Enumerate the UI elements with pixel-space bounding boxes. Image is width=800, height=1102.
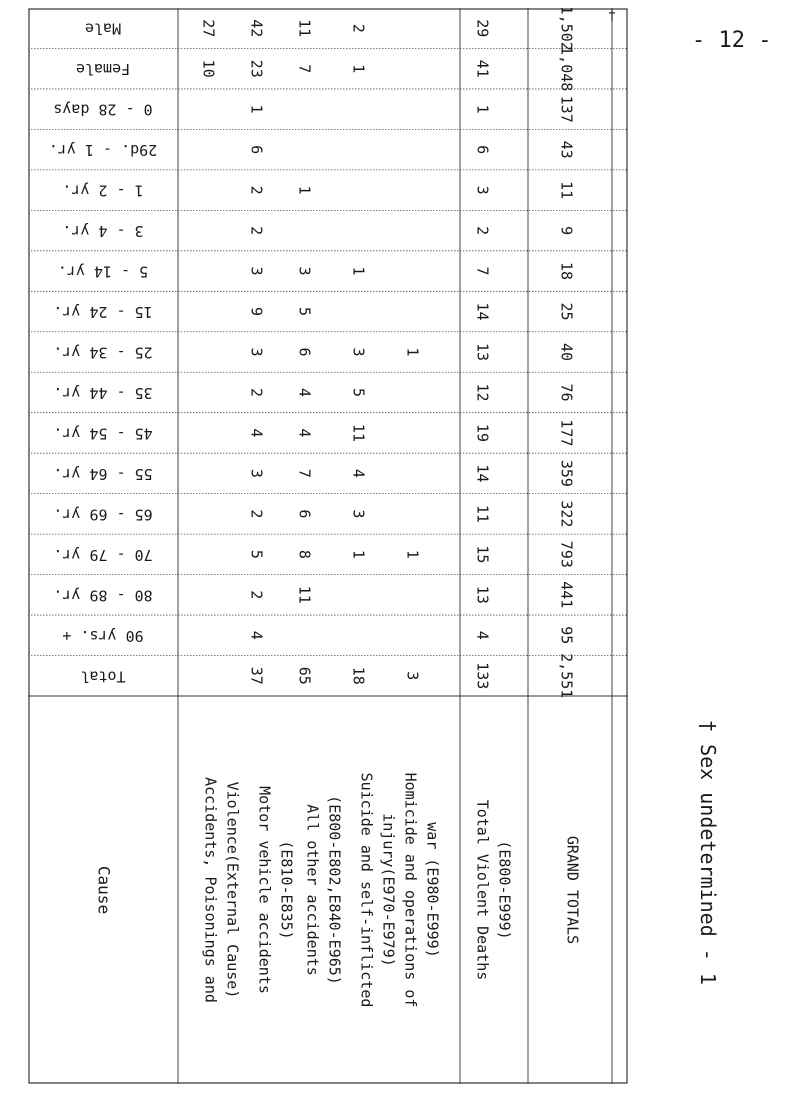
table-cell: 14 bbox=[473, 302, 492, 321]
table-cell: 18 bbox=[557, 262, 576, 281]
table-cell: 12 bbox=[473, 383, 492, 402]
age-group-label: 0 - 28 days bbox=[53, 100, 153, 119]
table-cell: 9 bbox=[247, 307, 266, 317]
table-cell: 25 bbox=[557, 302, 576, 321]
cause-header: Cause bbox=[94, 865, 114, 915]
cause-label: (E800-E802,E840-E965) bbox=[325, 795, 344, 985]
table-cell: 1 bbox=[247, 104, 266, 114]
table-cell: 40 bbox=[557, 342, 576, 362]
table-cell: 37 bbox=[247, 666, 266, 685]
table-cell: 6 bbox=[473, 145, 492, 155]
table-cell: 5 bbox=[349, 387, 368, 397]
table-cell: 4 bbox=[247, 630, 266, 640]
cause-label: Accidents, Poisonings and bbox=[201, 777, 220, 1003]
table-cell: 3 bbox=[349, 509, 368, 519]
age-group-label: 3 - 4 yr. bbox=[62, 222, 144, 241]
table-cell: 441 bbox=[557, 581, 576, 609]
table-cell: 95 bbox=[557, 626, 576, 645]
table-cell: 11 bbox=[349, 423, 368, 442]
table-cell: 7 bbox=[295, 64, 314, 74]
table-cell: 2,551 bbox=[557, 653, 576, 699]
table-cell: 11 bbox=[557, 181, 576, 200]
table-cell: 6 bbox=[295, 509, 314, 519]
age-group-label: 90 yrs. + bbox=[62, 626, 144, 645]
cause-label: (E810-E835) bbox=[277, 840, 296, 940]
table-cell: 322 bbox=[557, 500, 576, 528]
table-cell: 2 bbox=[473, 226, 492, 236]
footnote bbox=[640, 720, 730, 1080]
age-group-label: 80 - 89 yr. bbox=[53, 586, 153, 605]
age-group-label: 45 - 54 yr. bbox=[53, 424, 153, 443]
age-group-label: 5 - 14 yr. bbox=[57, 262, 149, 281]
table-cell: 11 bbox=[295, 19, 314, 38]
table-cell: 6 bbox=[247, 145, 266, 155]
page-number: - 12 - bbox=[692, 28, 772, 53]
age-group-label: 25 - 34 yr. bbox=[53, 343, 153, 362]
table-cell: 23 bbox=[247, 59, 266, 78]
table-cell: 8 bbox=[295, 549, 314, 559]
cause-label: Motor vehicle accidents bbox=[255, 786, 274, 994]
table-cell: 3 bbox=[247, 468, 266, 478]
table-cell: 2 bbox=[247, 590, 266, 600]
table-cell: 3 bbox=[473, 185, 492, 195]
table-cell: 4 bbox=[295, 428, 314, 438]
cause-label: GRAND TOTALS bbox=[563, 835, 582, 945]
table-cell: 7 bbox=[295, 468, 314, 478]
table-cell: 19 bbox=[473, 423, 492, 442]
mortality-table bbox=[28, 8, 628, 1084]
table-cell: 2 bbox=[349, 23, 368, 33]
table-cell: 4 bbox=[349, 468, 368, 478]
cause-label: Suicide and self-inflicted bbox=[357, 772, 376, 1008]
table-cell: 4 bbox=[295, 387, 314, 397]
table-cell: 14 bbox=[473, 464, 492, 483]
cause-label: injury(E970-E979) bbox=[379, 813, 398, 967]
table-cell: 43 bbox=[557, 140, 576, 159]
table-cell: 13 bbox=[473, 342, 492, 362]
table-cell: 5 bbox=[295, 307, 314, 317]
age-group-label: 35 - 44 yr. bbox=[53, 383, 153, 402]
table-cell: 2 bbox=[247, 185, 266, 195]
table-cell: 1 bbox=[349, 549, 368, 559]
table-cell: 4 bbox=[247, 428, 266, 438]
table-cell: 7 bbox=[473, 266, 492, 276]
age-group-label: Total bbox=[80, 667, 126, 686]
age-group-label: 70 - 79 yr. bbox=[53, 545, 153, 564]
table-cell: 1 bbox=[403, 347, 422, 357]
footnote-text: † Sex undetermined - 1 bbox=[696, 720, 720, 985]
table-cell: 1,048 bbox=[557, 46, 576, 92]
table-cell: 29 bbox=[473, 19, 492, 38]
table-cell: 133 bbox=[473, 662, 492, 690]
cause-label: Total Violent Deaths bbox=[473, 799, 492, 981]
table-cell: 15 bbox=[473, 545, 492, 564]
table-cell: 6 bbox=[295, 347, 314, 357]
age-group-label: Male bbox=[84, 19, 122, 38]
dagger-mark: † bbox=[607, 8, 617, 24]
table-cell: 2 bbox=[247, 387, 266, 397]
age-group-label: Female bbox=[75, 60, 131, 79]
age-group-label: 55 - 64 yr. bbox=[53, 464, 153, 483]
table-cell: 3 bbox=[247, 347, 266, 357]
table-cell: 1 bbox=[403, 549, 422, 559]
cause-label: Violence(External Cause) bbox=[223, 781, 242, 999]
table-cell: 9 bbox=[557, 226, 576, 236]
table-cell: 41 bbox=[473, 59, 492, 78]
cause-label: Homicide and operations of bbox=[401, 772, 420, 1008]
table-cell: 3 bbox=[295, 266, 314, 276]
age-group-label: 29d. - 1 yr. bbox=[48, 141, 158, 160]
table-cell: 3 bbox=[349, 347, 368, 357]
table-cell: 359 bbox=[557, 459, 576, 487]
table-grid bbox=[28, 8, 628, 1084]
age-group-label: 15 - 24 yr. bbox=[53, 303, 153, 322]
table-cell: 1 bbox=[295, 185, 314, 195]
table-cell: 2 bbox=[247, 226, 266, 236]
table-cell: 5 bbox=[247, 549, 266, 559]
table-cell: 65 bbox=[295, 666, 314, 685]
table-cell: 1,502 bbox=[557, 8, 576, 51]
age-group-label: 1 - 2 yr. bbox=[62, 181, 144, 200]
table-cell: 4 bbox=[473, 630, 492, 640]
table-cell: 1 bbox=[473, 104, 492, 114]
table-cell: 27 bbox=[199, 19, 218, 38]
age-group-label: 65 - 69 yr. bbox=[53, 505, 153, 524]
table-cell: 793 bbox=[557, 540, 576, 568]
table-cell: 137 bbox=[557, 95, 576, 123]
cause-label: (E800-E999) bbox=[495, 840, 514, 940]
cause-label: All other accidents bbox=[303, 804, 322, 976]
table-cell: 1 bbox=[349, 64, 368, 74]
table-cell: 2 bbox=[247, 509, 266, 519]
table-cell: 18 bbox=[349, 666, 368, 685]
table-cell: 42 bbox=[247, 19, 266, 38]
table-cell: 177 bbox=[557, 419, 576, 447]
table-cell: 1 bbox=[349, 266, 368, 276]
table-cell: 10 bbox=[199, 59, 218, 78]
table-cell: 11 bbox=[295, 585, 314, 604]
table-cell: 11 bbox=[473, 504, 492, 523]
table-cell: 76 bbox=[557, 383, 576, 402]
table-cell: 3 bbox=[247, 266, 266, 276]
table-cell: 13 bbox=[473, 585, 492, 604]
cause-label: war (E980-E999) bbox=[423, 822, 442, 958]
table-cell: 3 bbox=[403, 671, 422, 681]
